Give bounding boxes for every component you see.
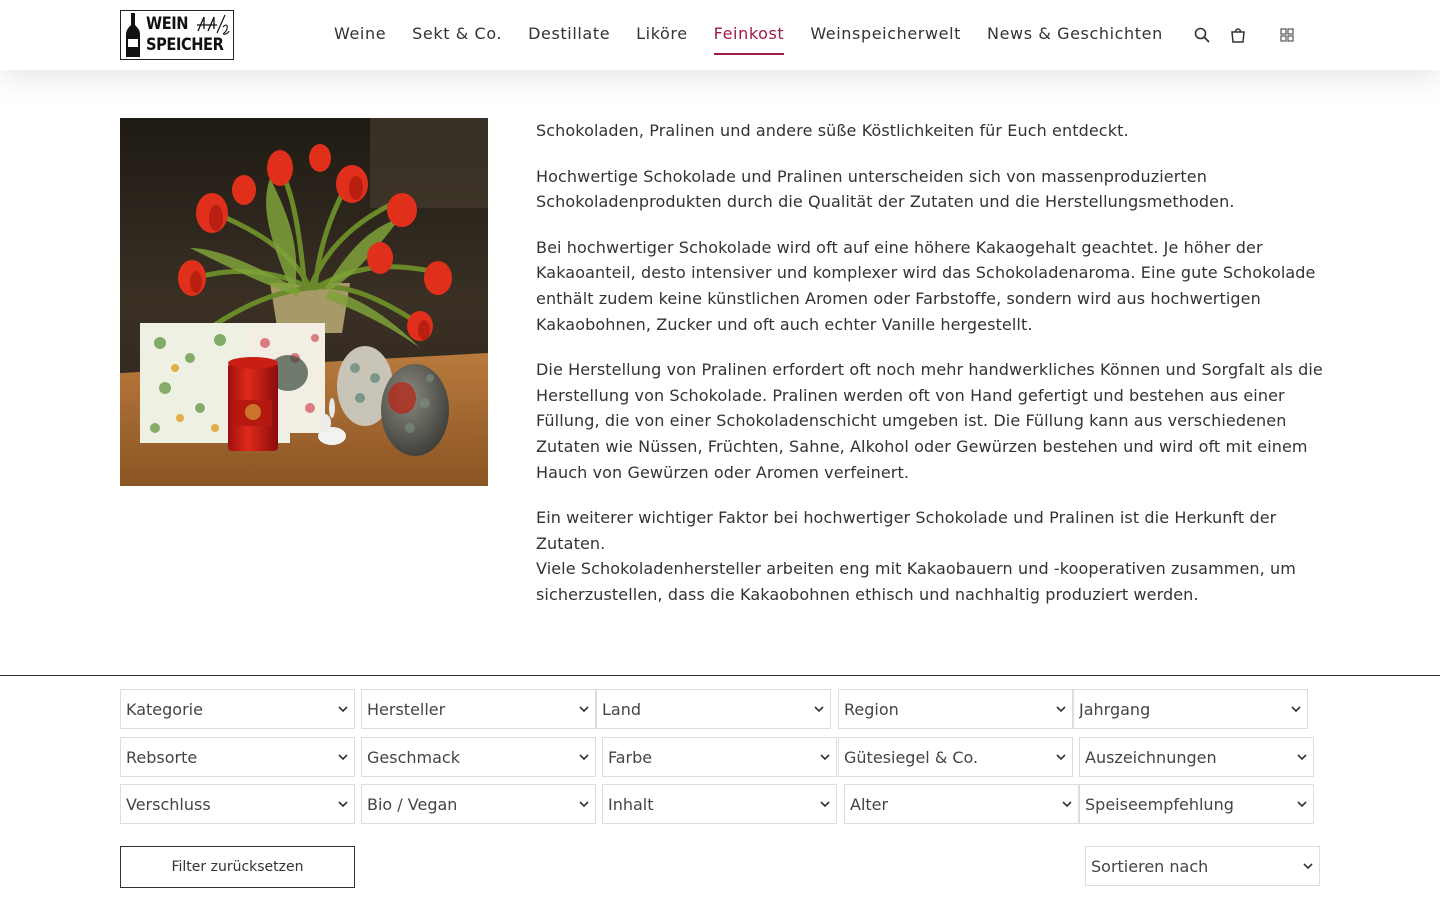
filter-farbe-select[interactable] bbox=[602, 737, 837, 777]
menu-grid-icon[interactable] bbox=[1276, 24, 1298, 46]
intro-paragraph-5a: Ein weiterer wichtiger Faktor bei hochwertiger Schokolade und Pralinen ist die Herkunft der Zutaten. bbox=[536, 508, 1277, 553]
sort-select[interactable] bbox=[1085, 846, 1320, 886]
filter-geschmack-value: Geschmack bbox=[367, 747, 460, 767]
intro-paragraph-2: Hochwertige Schokolade und Pralinen unterscheiden sich von massenproduzierten Schokoladenprodukten durch die Qualität der Zutaten und die Herstellungsmethoden. bbox=[536, 166, 1235, 212]
chevron-down-icon bbox=[334, 737, 352, 777]
filter-guetesiegel-value: Gütesiegel & Co. bbox=[844, 747, 979, 767]
filter-speiseempfehlung-value: Speiseempfehlung bbox=[1085, 794, 1234, 814]
feinkost-hero-image bbox=[120, 118, 488, 486]
intro-paragraph-3: Bei hochwertiger Schokolade wird oft auf eine höhere Kakaogehalt geachtet. Je höher der Kakaoanteil, desto intensiver und komplexer wird das Schokoladenaroma. Eine gute Schokolade enthält zudem keine künstlichen Aromen oder Farbstoffe, sondern wird aus hochwertigen Kakaobohnen, Zucker und oft auch echter Vanille hergestellt. bbox=[536, 237, 1316, 334]
chevron-down-icon bbox=[810, 689, 828, 729]
chevron-down-icon bbox=[816, 737, 834, 777]
intro-paragraph-4: Die Herstellung von Pralinen erfordert oft noch mehr handwerkliches Können und Sorgfalt als die Herstellung von Schokolade. Pralinen werden oft von Hand gefertigt und bestehen aus einer Füllung, die von einer Schokoladenschicht umgeben ist. Die Füllung kann aus verschiedenen Zutaten wie Nüssen, Früchten, Sahne, Alkohol oder Gewürzen bestehen und wird oft mit einem Hauch von Gewürzen oder Aromen verfeinert. bbox=[536, 360, 1323, 482]
filter-bio-vegan-value: Bio / Vegan bbox=[367, 794, 458, 814]
chevron-down-icon bbox=[575, 737, 593, 777]
logo-line-1: WEIN bbox=[146, 14, 189, 34]
intro-paragraph-1: Schokoladen, Pralinen und andere süße Köstlichkeiten für Euch entdeckt. bbox=[536, 121, 1129, 140]
chevron-down-icon bbox=[1299, 846, 1317, 886]
nav-item-weinspeicherwelt[interactable]: Weinspeicherwelt bbox=[810, 24, 962, 43]
chevron-down-icon bbox=[1293, 784, 1311, 824]
filter-bio-vegan-select[interactable] bbox=[361, 784, 596, 824]
chevron-down-icon bbox=[334, 689, 352, 729]
filter-region-value: Region bbox=[844, 699, 899, 719]
nav-item-feinkost[interactable]: Feinkost bbox=[714, 0, 785, 70]
nav-item-likoere[interactable]: Liköre bbox=[636, 24, 688, 43]
site-logo[interactable] bbox=[120, 10, 234, 60]
filter-auszeichnungen-select[interactable] bbox=[1079, 737, 1314, 777]
filter-verschluss-value: Verschluss bbox=[126, 794, 211, 814]
search-icon[interactable] bbox=[1191, 24, 1213, 46]
chevron-down-icon bbox=[1287, 689, 1305, 729]
chevron-down-icon bbox=[816, 784, 834, 824]
filter-region-select[interactable] bbox=[838, 689, 1073, 729]
filter-kategorie-select[interactable] bbox=[120, 689, 355, 729]
filter-hersteller-select[interactable] bbox=[361, 689, 596, 729]
filter-auszeichnungen-value: Auszeichnungen bbox=[1085, 747, 1217, 767]
nav-item-news[interactable]: News & Geschichten bbox=[987, 24, 1163, 43]
filter-alter-select[interactable] bbox=[844, 784, 1079, 824]
nav-item-weine[interactable]: Weine bbox=[334, 24, 387, 43]
wine-bottle-icon bbox=[123, 11, 143, 59]
filter-geschmack-select[interactable] bbox=[361, 737, 596, 777]
chevron-down-icon bbox=[1052, 737, 1070, 777]
filter-guetesiegel-select[interactable] bbox=[838, 737, 1073, 777]
chevron-down-icon bbox=[334, 784, 352, 824]
filter-hersteller-value: Hersteller bbox=[367, 699, 446, 719]
sort-select-value: Sortieren nach bbox=[1091, 856, 1209, 876]
chevron-down-icon bbox=[575, 784, 593, 824]
filter-rebsorte-select[interactable] bbox=[120, 737, 355, 777]
chevron-down-icon bbox=[575, 689, 593, 729]
nav-item-destillate[interactable]: Destillate bbox=[528, 24, 611, 43]
filter-land-value: Land bbox=[602, 699, 642, 719]
filter-land-select[interactable] bbox=[596, 689, 831, 729]
chevron-down-icon bbox=[1293, 737, 1311, 777]
filter-kategorie-value: Kategorie bbox=[126, 699, 203, 719]
logo-script-mark bbox=[195, 13, 231, 37]
filter-speiseempfehlung-select[interactable] bbox=[1079, 784, 1314, 824]
intro-paragraph-5 bbox=[536, 505, 1326, 607]
main-navigation bbox=[334, 0, 1189, 70]
intro-paragraph-5b: Viele Schokoladenhersteller arbeiten eng mit Kakaobauern und -kooperativen zusammen, um sicherzustellen, dass die Kakaobohnen ethisch und nachhaltig produziert werden. bbox=[536, 559, 1296, 604]
chevron-down-icon bbox=[1052, 689, 1070, 729]
filter-reset-button[interactable]: Filter zurücksetzen bbox=[120, 846, 355, 888]
filter-inhalt-value: Inhalt bbox=[608, 794, 654, 814]
filter-alter-value: Alter bbox=[850, 794, 889, 814]
nav-item-sekt[interactable]: Sekt & Co. bbox=[412, 24, 503, 43]
filter-verschluss-select[interactable] bbox=[120, 784, 355, 824]
filter-jahrgang-value: Jahrgang bbox=[1079, 699, 1151, 719]
filter-rebsorte-value: Rebsorte bbox=[126, 747, 198, 767]
filter-farbe-value: Farbe bbox=[608, 747, 653, 767]
feinkost-intro-text bbox=[536, 118, 1326, 608]
logo-line-2: SPEICHER bbox=[146, 35, 224, 55]
filter-jahrgang-select[interactable] bbox=[1073, 689, 1308, 729]
cart-icon[interactable] bbox=[1227, 24, 1249, 46]
filter-divider bbox=[0, 675, 1440, 676]
chevron-down-icon bbox=[1058, 784, 1076, 824]
site-header bbox=[0, 0, 1440, 70]
filter-inhalt-select[interactable] bbox=[602, 784, 837, 824]
